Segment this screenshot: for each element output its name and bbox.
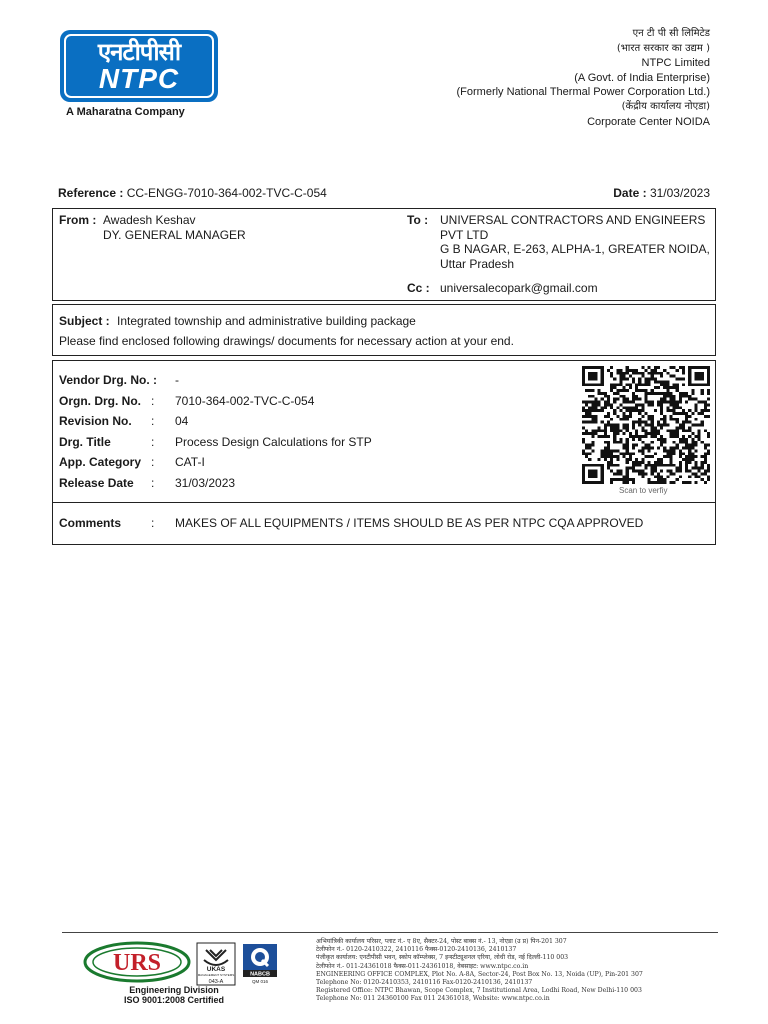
subject-note: Please find enclosed following drawings/ documents for necessary action at your end. [59,334,514,348]
detail-separator: : [151,393,155,408]
footer-line: Telephone No: 0120-2410353, 2410116 Fax-0120-2410136, 2410137 [316,979,533,987]
detail-label: Drg. Title [59,434,111,449]
header-line: (केंद्रीय कार्यालय नोएडा) [621,100,710,112]
detail-value: 31/03/2023 [175,475,236,490]
urs-certification-logo [82,940,192,986]
detail-label: Orgn. Drg. No. [59,393,141,408]
header-line: एन टी पी सी लिमिटेड [632,28,710,39]
ukas-number: 043-A [208,979,224,985]
qr-finder-center [694,372,703,381]
comments-divider [53,502,715,503]
urs-text: URS [112,950,162,976]
header-line: (Formerly National Thermal Power Corporation Ltd.) [456,86,710,99]
detail-value: CAT-I [175,455,205,469]
verification-qr-code[interactable] [582,366,710,484]
footer-line: टेलीफोन नं.- 011-24361018 फैक्स-011-24361018, वेबसाइट: www.ntpc.co.in [316,962,529,970]
comments-value: MAKES OF ALL EQUIPMENTS / ITEMS SHOULD BE AS PER NTPC CQA APPROVED [175,516,644,530]
detail-label: App. Category [59,455,142,469]
to-line: Uttar Pradesh [440,256,515,271]
detail-separator: : [151,414,155,428]
iso-text: ISO 9001:2008 Certified [124,994,225,1005]
footer-line: ENGINEERING OFFICE COMPLEX, Plot No. A-8A, Sector-24, Post Box No. 13, Noida (UP), Pin-201 307 [316,970,643,978]
company-header [457,27,711,129]
logo-english-text: NTPC [98,63,180,94]
comments-label: Comments [59,516,122,530]
nabcb-text: NABCB [250,971,270,978]
footer-address [316,938,643,1004]
detail-separator: : [151,455,155,469]
header-line: Corporate Center NOIDA [587,115,710,128]
detail-value: - [175,373,179,387]
qr-finder-center [588,470,597,479]
footer-line: Registered Office: NTPC Bhawan, Scope Complex, 7 Institutional Area, Lodhi Road, New Delhi-110 003 [316,987,642,995]
footer-line: पंजीकृत कार्यालय: एनटीपीसी भवन, स्कोप कॉम्प्लेक्स, 7 इन्स्टीट्यूशनल एरिया, लोधी रोड, नई दिल्ली-110 003 [316,954,569,962]
reference-value: CC-ENGG-7010-364-002-TVC-C-054 [126,186,327,200]
detail-label: Vendor Drg. No. : [59,373,158,387]
subject-label: Subject : [59,314,110,328]
header-line: (A Govt. of India Enterprise) [574,71,710,84]
comments-separator: : [151,516,155,530]
subject-box [52,304,716,356]
subject-value: Integrated township and administrative building package [117,314,416,328]
date-label: Date : [613,186,647,200]
nabcb-accreditation-logo [240,942,280,986]
detail-separator: : [151,434,155,449]
to-line: PVT LTD [440,227,489,242]
logo-hindi-text: एनटीपीसी [97,38,181,66]
footer-divider [62,932,718,933]
detail-separator: : [151,475,155,490]
from-designation: DY. GENERAL MANAGER [103,227,246,242]
cc-email: universalecopark@gmail.com [440,281,598,295]
ukas-subtext: MANAGEMENT SYSTEMS [197,973,235,977]
from-name: Awadesh Keshav [103,213,196,227]
engineering-division-caption [124,986,224,1005]
nabcb-number: QM 016 [251,979,269,984]
header-line: NTPC Limited [641,57,710,70]
qr-finder-center [588,372,597,381]
date-value: 31/03/2023 [649,186,710,200]
ukas-accreditation-logo [196,942,236,986]
to-line: UNIVERSAL CONTRACTORS AND ENGINEERS [440,213,706,227]
footer-line: टेलीफोन नं.- 0120-2410322, 2410116 फैक्स-0120-2410136, 2410137 [316,946,517,954]
cc-label: Cc : [407,281,430,295]
ukas-text: UKAS [206,966,226,973]
detail-value: 7010-364-002-TVC-C-054 [175,393,315,408]
division-text: Engineering Division [129,985,219,995]
from-label: From : [59,213,97,227]
detail-label: Release Date [59,475,134,490]
from-to-box [52,208,716,301]
footer-line: अभियांत्रिकी कार्यालय परिसर, प्लाट नं.- ए 8ए, सैक्टर-24, पोस्ट बाक्स नं.- 13, नोएडा (उ प्र) पिन-201 307 [316,938,567,945]
footer-line: Telephone No: 011 24360100 Fax 011 24361018, Website: www.ntpc.co.in [316,995,550,1003]
reference-label: Reference : [58,186,124,200]
ntpc-logo [60,30,218,102]
detail-value: Process Design Calculations for STP [175,434,372,449]
company-tagline: A Maharatna Company [66,106,185,118]
qr-caption: Scan to verfiy [619,486,668,495]
reference-row [58,186,710,200]
to-label: To : [407,213,429,227]
header-line: (भारत सरकार का उद्यम ) [616,42,710,54]
detail-label: Revision No. [59,414,132,428]
detail-value: 04 [175,414,189,428]
to-line: G B NAGAR, E-263, ALPHA-1, GREATER NOIDA, [440,242,710,256]
